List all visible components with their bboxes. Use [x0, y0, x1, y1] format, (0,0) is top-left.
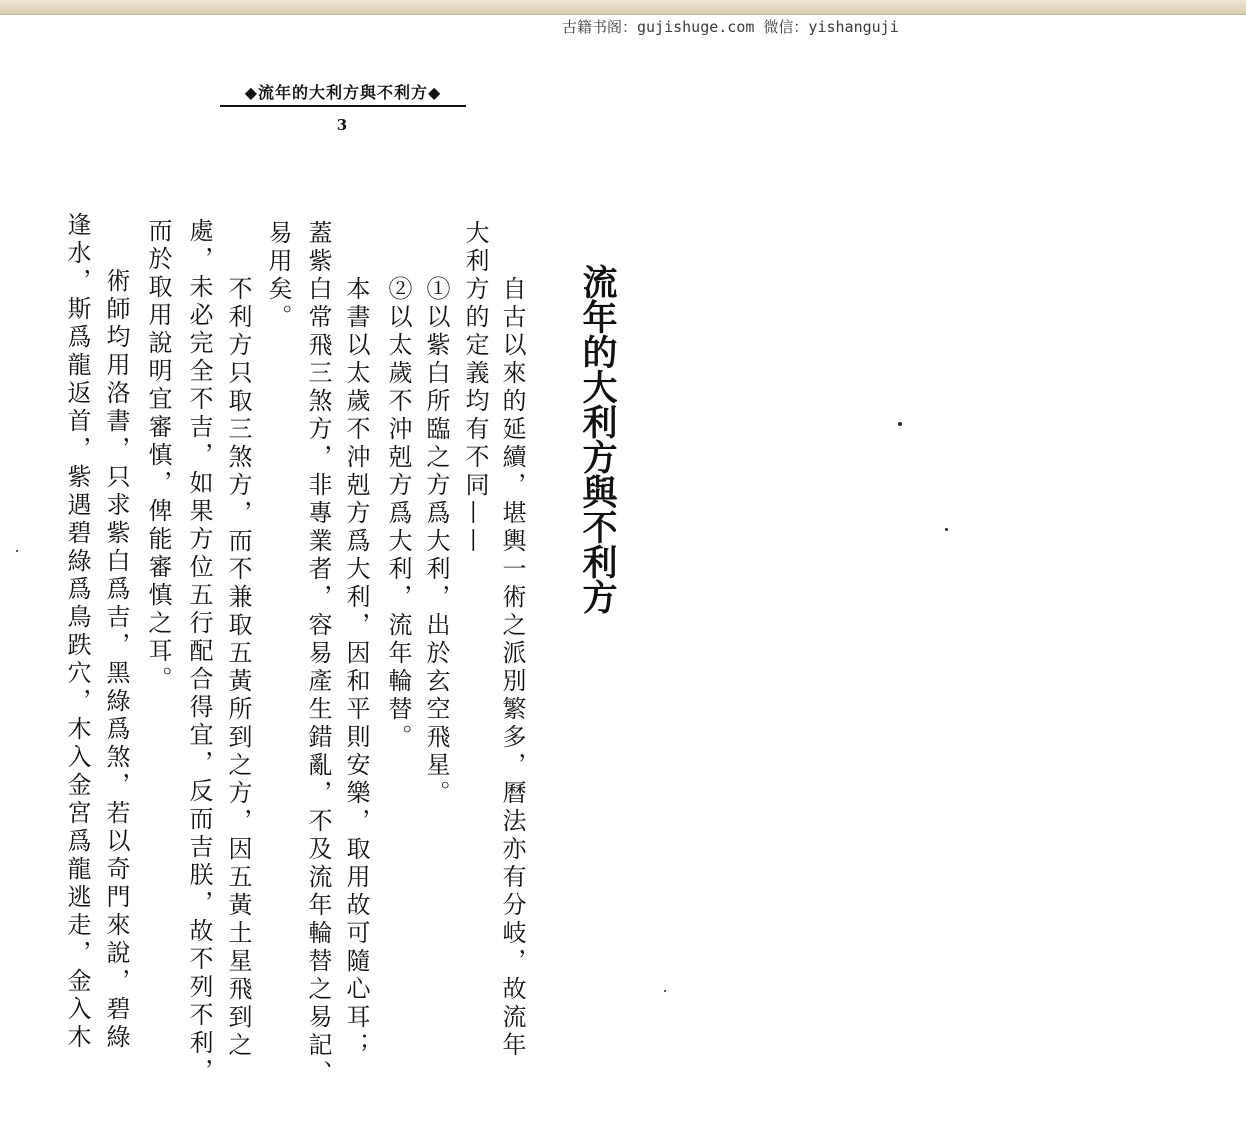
site-watermark: 古籍书阁：gujishuge.com 微信：yishanguji	[562, 18, 899, 36]
text-column: 本書以太歲不沖剋方爲大利，因和平則安樂，取用故可隨心耳；	[342, 276, 370, 1060]
text-column: ②以太歲不沖剋方爲大利，流年輪替。	[384, 276, 412, 752]
page-number: 3	[336, 116, 348, 134]
top-border-band	[0, 0, 1246, 15]
scan-speck	[898, 422, 902, 426]
text-column: 術師均用洛書，只求紫白爲吉，黑綠爲煞，若以奇門來說，碧綠	[102, 268, 130, 1052]
text-column: 逢水，斯爲龍返首，紫遇碧綠爲鳥跌穴，木入金宮爲龍逃走，金入木	[63, 212, 91, 1052]
text-column: 處，未必完全不吉，如果方位五行配合得宜，反而吉朕，故不列不利，	[185, 218, 213, 1086]
scan-speck	[16, 550, 18, 552]
scan-speck	[945, 528, 948, 531]
text-column: 不利方只取三煞方，而不兼取五黃所到之方，因五黃土星飛到之	[224, 276, 252, 1060]
text-column: 易用矣。	[264, 220, 292, 332]
scan-speck	[664, 990, 666, 992]
text-column: 自古以來的延續，堪輿一術之派別繁多，曆法亦有分岐，故流年	[498, 276, 526, 1060]
chapter-title: 流年的大利方與不利方	[577, 264, 617, 614]
text-column: 大利方的定義均有不同——	[461, 220, 489, 556]
text-column: 而於取用說明宜審慎，俾能審慎之耳。	[144, 218, 172, 694]
running-header: ◆流年的大利方與不利方◆	[220, 80, 466, 107]
text-column: ①以紫白所臨之方爲大利，出於玄空飛星。	[422, 276, 450, 808]
text-column: 蓋紫白常飛三煞方，非專業者，容易產生錯亂，不及流年輪替之易記、	[304, 220, 332, 1088]
